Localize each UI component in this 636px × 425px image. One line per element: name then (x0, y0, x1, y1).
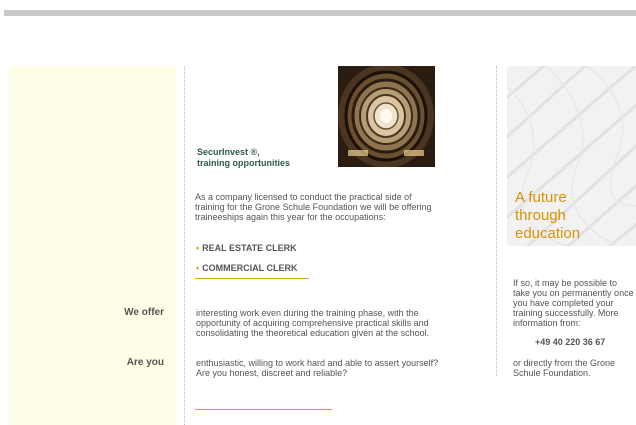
phone-number: +49 40 220 36 67 (535, 337, 606, 347)
occupation-underline (195, 278, 309, 279)
headline-line-1: SecurInvest ®, (197, 147, 260, 157)
offer-label: We offer (124, 307, 164, 318)
tagline-line-3: education (515, 225, 581, 242)
are-you-label: Are you (126, 357, 164, 368)
left-column-panel (9, 66, 177, 425)
sidebar-info-text: If so, it may be possible to take you on permanently once you have completed your training successfully. More information from: (513, 278, 634, 328)
bottom-gold-rule (195, 409, 332, 410)
are-you-paragraph: enthusiastic, willing to work hard and able to assert yourself? Are you honest, discreet and reliable? (196, 358, 439, 378)
occupation-label: COMMERCIAL CLERK (202, 263, 298, 273)
bullet-icon: • (196, 243, 200, 253)
occupation-item (196, 263, 298, 273)
right-dotted-divider (496, 66, 497, 376)
tagline-line-2: through (515, 207, 566, 224)
headline-line-2: training opportunities (197, 158, 290, 168)
occupation-item (196, 243, 297, 253)
sidebar-tagline (515, 189, 580, 243)
top-divider-bar (4, 10, 636, 16)
page-headline (197, 147, 290, 169)
intro-paragraph: As a company licensed to conduct the practical side of training for the Grone Schule Foundation we will be offering traineeships again this year for the occupations: (195, 192, 432, 222)
occupation-label: REAL ESTATE CLERK (202, 243, 297, 253)
stairwell-photo (338, 66, 435, 167)
sidebar-contact-text: or directly from the Grone Schule Foundation. (513, 358, 616, 378)
bullet-icon: • (196, 263, 200, 273)
tagline-line-1: A future (515, 189, 567, 206)
left-dotted-divider (184, 66, 185, 425)
offer-paragraph: interesting work even during the training phase, with the opportunity of acquiring comprehensive practical skills and consolidating the theoretical education given at the school. (196, 308, 430, 338)
